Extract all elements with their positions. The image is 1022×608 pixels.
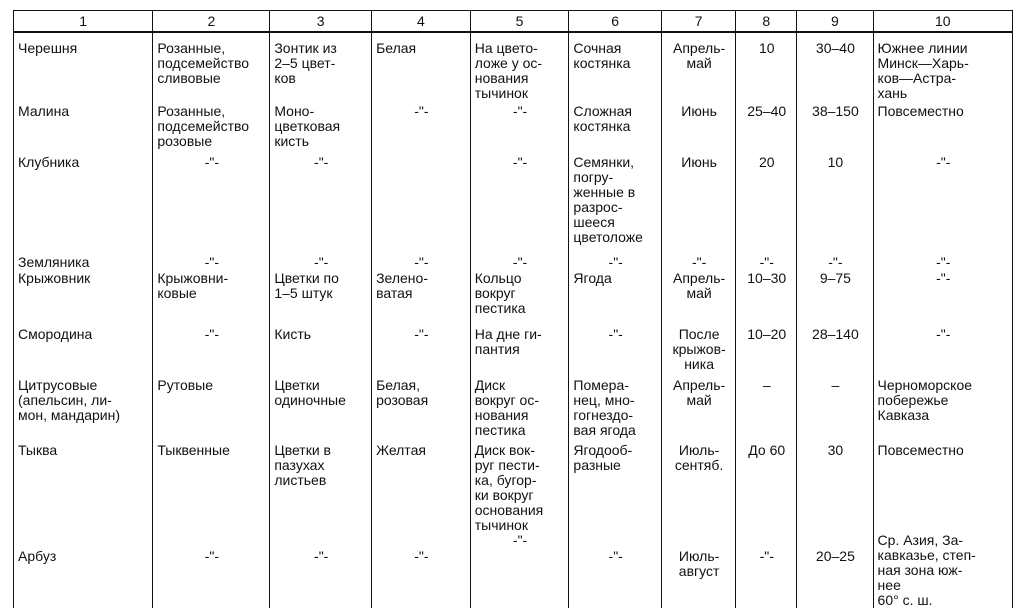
cell-col8: -"- — [736, 255, 797, 271]
cell-inflorescence: Кисть — [270, 324, 372, 375]
cell-nectary: -"- — [470, 152, 569, 255]
column-header-3: 3 — [270, 11, 372, 33]
table-row-wild-strawberry — [14, 255, 1013, 271]
column-header-9: 9 — [797, 11, 873, 33]
cell-inflorescence: -"- — [270, 152, 372, 255]
cell-inflorescence: Цветки по 1–5 штук — [270, 271, 372, 324]
fruit-crops-table — [13, 10, 1013, 608]
cell-inflorescence: Цветки одиночные — [270, 375, 372, 440]
cell-region: Черноморское побережье Кавказа — [873, 375, 1012, 440]
table-row-garden-strawberry — [14, 152, 1013, 255]
cell-nectary: Диск вок- руг пести- ка, бугор- ки вокруг основания тычинок — [470, 440, 569, 533]
cell-fruit-type: Сложная костянка — [569, 101, 662, 152]
cell-region: -"- — [873, 152, 1012, 255]
cell-col8: – — [736, 375, 797, 440]
table-row-currant — [14, 324, 1013, 375]
column-header-1: 1 — [14, 11, 153, 33]
cell-fruit-type: Семянки, погру- женные в разрос- шееся цветоложе — [569, 152, 662, 255]
cell-col8: 25–40 — [736, 101, 797, 152]
cell-flower-color: Белая, розовая — [372, 375, 471, 440]
cell-bloom-period: Апрель- май — [661, 32, 735, 101]
cell-family: -"- — [153, 324, 270, 375]
column-header-4: 4 — [372, 11, 471, 33]
cell-family: Крыжовни- ковые — [153, 271, 270, 324]
column-header-10: 10 — [873, 11, 1012, 33]
cell-col8: До 60 — [736, 440, 797, 533]
cell-family: Розанные, подсемейство розовые — [153, 101, 270, 152]
table-row-raspberry — [14, 101, 1013, 152]
cell-region: -"- — [873, 324, 1012, 375]
cell-fruit-type: Помера- нец, мно- гогнездо- вая ягода — [569, 375, 662, 440]
cell-flower-color: -"- — [372, 101, 471, 152]
cell-inflorescence: -"- — [270, 533, 372, 608]
cell-crop: Тыква — [14, 440, 153, 533]
cell-region: Ср. Азия, За- кавказье, степ- ная зона юж- нее 60° с. ш. — [873, 533, 1012, 608]
cell-bloom-period: Июнь — [661, 101, 735, 152]
cell-bloom-period: Апрель- май — [661, 375, 735, 440]
cell-nectary: На цвето- ложе у ос- нования тычинок — [470, 32, 569, 101]
cell-fruit-type: Ягода — [569, 271, 662, 324]
cell-fruit-type: -"- — [569, 324, 662, 375]
cell-col9: 9–75 — [797, 271, 873, 324]
cell-nectary: -"- — [470, 101, 569, 152]
cell-family: Рутовые — [153, 375, 270, 440]
cell-col8: -"- — [736, 533, 797, 608]
cell-col9: -"- — [797, 255, 873, 271]
cell-region: Повсеместно — [873, 101, 1012, 152]
cell-nectary: Кольцо вокруг пестика — [470, 271, 569, 324]
cell-bloom-period: Апрель- май — [661, 271, 735, 324]
cell-bloom-period: Июль- сентяб. — [661, 440, 735, 533]
cell-nectary: Диск вокруг ос- нования пестика — [470, 375, 569, 440]
cell-nectary: -"- — [470, 533, 569, 608]
cell-fruit-type: Сочная костянка — [569, 32, 662, 101]
column-header-8: 8 — [736, 11, 797, 33]
cell-col9: 20–25 — [797, 533, 873, 608]
cell-fruit-type: Ягодооб- разные — [569, 440, 662, 533]
cell-flower-color — [372, 152, 471, 255]
cell-col9: 28–140 — [797, 324, 873, 375]
cell-col8: 10–20 — [736, 324, 797, 375]
cell-family: Розанные, подсемейство сливовые — [153, 32, 270, 101]
table-row-watermelon — [14, 533, 1013, 608]
cell-crop: Земляника — [14, 255, 153, 271]
cell-flower-color: -"- — [372, 324, 471, 375]
cell-inflorescence: Моно- цветковая кисть — [270, 101, 372, 152]
cell-bloom-period: Июнь — [661, 152, 735, 255]
cell-flower-color: Зелено- ватая — [372, 271, 471, 324]
header-row — [14, 11, 1013, 33]
cell-flower-color: -"- — [372, 255, 471, 271]
column-header-6: 6 — [569, 11, 662, 33]
cell-family: -"- — [153, 533, 270, 608]
cell-crop: Смородина — [14, 324, 153, 375]
cell-flower-color: Желтая — [372, 440, 471, 533]
cell-fruit-type: -"- — [569, 255, 662, 271]
cell-crop: Арбуз — [14, 533, 153, 608]
column-header-5: 5 — [470, 11, 569, 33]
cell-bloom-period: Июль- август — [661, 533, 735, 608]
cell-crop: Цитрусовые (апельсин, ли- мон, мандарин) — [14, 375, 153, 440]
table-row-gooseberry — [14, 271, 1013, 324]
cell-flower-color: -"- — [372, 533, 471, 608]
cell-family: Тыквенные — [153, 440, 270, 533]
cell-nectary: На дне ги- пантия — [470, 324, 569, 375]
cell-family: -"- — [153, 255, 270, 271]
cell-inflorescence: -"- — [270, 255, 372, 271]
cell-family: -"- — [153, 152, 270, 255]
cell-col9: 10 — [797, 152, 873, 255]
cell-col8: 10 — [736, 32, 797, 101]
column-header-2: 2 — [153, 11, 270, 33]
cell-region: Южнее линии Минск—Харь- ков—Астра- хань — [873, 32, 1012, 101]
table-row-cherry — [14, 32, 1013, 101]
table-row-pumpkin — [14, 440, 1013, 533]
cell-crop: Черешня — [14, 32, 153, 101]
cell-col9: 30–40 — [797, 32, 873, 101]
cell-region: -"- — [873, 271, 1012, 324]
cell-region: -"- — [873, 255, 1012, 271]
cell-col9: – — [797, 375, 873, 440]
column-header-7: 7 — [661, 11, 735, 33]
cell-nectary: -"- — [470, 255, 569, 271]
cell-crop: Клубника — [14, 152, 153, 255]
cell-bloom-period: -"- — [661, 255, 735, 271]
cell-fruit-type: -"- — [569, 533, 662, 608]
cell-crop: Крыжовник — [14, 271, 153, 324]
cell-crop: Малина — [14, 101, 153, 152]
cell-region: Повсеместно — [873, 440, 1012, 533]
cell-flower-color: Белая — [372, 32, 471, 101]
cell-inflorescence: Зонтик из 2–5 цвет- ков — [270, 32, 372, 101]
cell-bloom-period: После крыжов- ника — [661, 324, 735, 375]
cell-col9: 38–150 — [797, 101, 873, 152]
table-row-citrus — [14, 375, 1013, 440]
cell-col8: 20 — [736, 152, 797, 255]
cell-col8: 10–30 — [736, 271, 797, 324]
cell-inflorescence: Цветки в пазухах листьев — [270, 440, 372, 533]
cell-col9: 30 — [797, 440, 873, 533]
